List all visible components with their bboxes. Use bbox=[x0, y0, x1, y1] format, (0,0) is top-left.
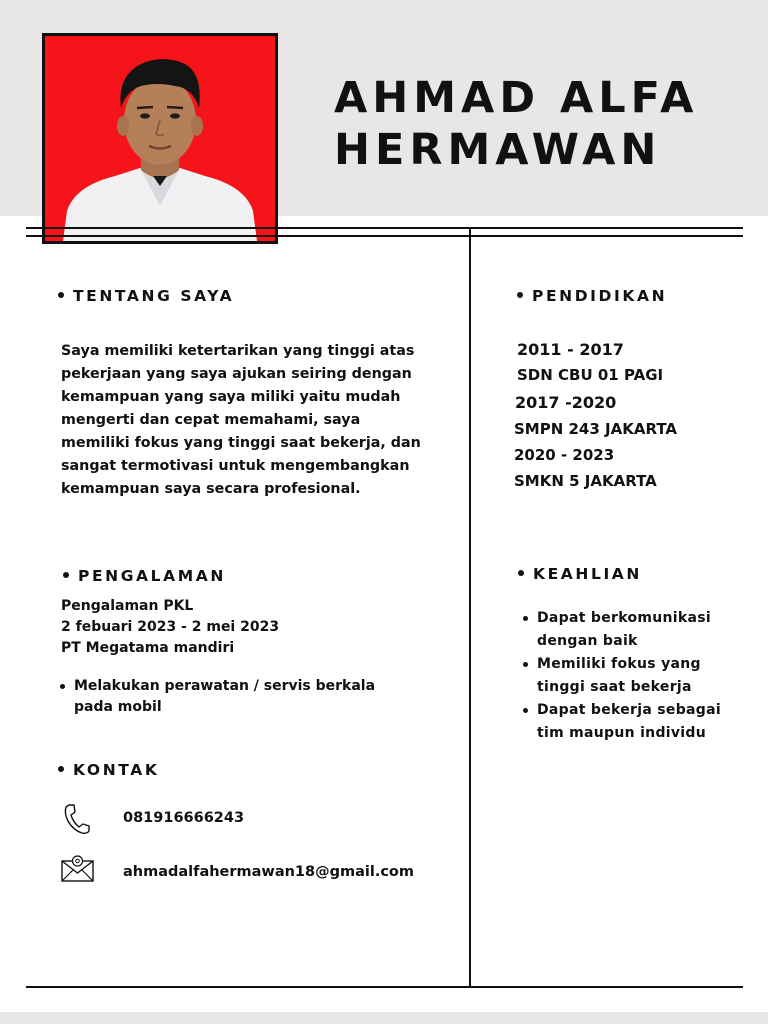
about-section-title bbox=[58, 287, 234, 305]
name-line-2: HERMAWAN bbox=[334, 125, 662, 175]
candidate-name bbox=[334, 72, 754, 176]
education-school: SDN CBU 01 PAGI bbox=[517, 366, 664, 384]
education-school: SMPN 243 JAKARTA bbox=[514, 420, 678, 438]
person-portrait-icon bbox=[45, 36, 275, 241]
contact-title-text: KONTAK bbox=[73, 761, 160, 779]
skills-list bbox=[523, 607, 733, 745]
profile-photo bbox=[42, 33, 278, 244]
bullet-dot-icon bbox=[63, 572, 69, 578]
email-address[interactable]: ahmadalfahermawan18@gmail.com bbox=[123, 864, 414, 880]
experience-title-text: PENGALAMAN bbox=[78, 567, 226, 585]
bullet-dot-icon bbox=[58, 766, 64, 772]
education-school: SMKN 5 JAKARTA bbox=[514, 472, 657, 490]
envelope-icon bbox=[61, 855, 95, 883]
education-title-text: PENDIDIKAN bbox=[532, 287, 668, 305]
contact-section-title bbox=[58, 761, 159, 779]
education-years: 2017 -2020 bbox=[515, 393, 617, 412]
bullet-dot-icon bbox=[517, 292, 523, 298]
header-divider-top bbox=[26, 227, 743, 229]
about-title-text: TENTANG SAYA bbox=[73, 287, 235, 305]
education-years: 2020 - 2023 bbox=[514, 446, 615, 464]
list-item: Melakukan perawatan / servis berkala pada mobil bbox=[60, 676, 390, 718]
name-line-1: AHMAD ALFA bbox=[334, 73, 699, 123]
bullet-dot-icon bbox=[518, 570, 524, 576]
header-divider-bottom bbox=[26, 235, 743, 237]
list-item: Dapat berkomunikasi dengan baik bbox=[523, 607, 733, 653]
column-divider bbox=[469, 227, 471, 987]
footer-band bbox=[0, 1012, 768, 1024]
list-item: Dapat bekerja sebagai tim maupun individu bbox=[523, 699, 733, 745]
experience-period: 2 febuari 2023 - 2 mei 2023 bbox=[61, 619, 280, 635]
phone-icon bbox=[62, 803, 90, 835]
experience-details bbox=[61, 596, 279, 659]
experience-section-title bbox=[63, 567, 226, 585]
experience-role: Pengalaman PKL bbox=[61, 598, 194, 614]
experience-task-list bbox=[60, 676, 390, 718]
phone-number[interactable]: 081916666243 bbox=[123, 810, 245, 826]
list-item: Memiliki fokus yang tinggi saat bekerja bbox=[523, 653, 733, 699]
about-text: Saya memiliki ketertarikan yang tinggi atas pekerjaan yang saya ajukan seiring dengan kemampuan yang saya miliki yaitu mudah mengerti dan cepat memahami, saya memiliki fokus yang tinggi saat bekerja, dan sangat termotivasi untuk mengembangkan kemampuan saya secara profesional. bbox=[61, 343, 421, 497]
education-section-title bbox=[517, 287, 667, 305]
skills-section-title bbox=[518, 565, 642, 583]
bullet-dot-icon bbox=[58, 292, 64, 298]
footer-divider bbox=[26, 986, 743, 988]
education-years: 2011 - 2017 bbox=[517, 340, 624, 359]
skills-title-text: KEAHLIAN bbox=[533, 565, 642, 583]
experience-company: PT Megatama mandiri bbox=[61, 640, 235, 656]
